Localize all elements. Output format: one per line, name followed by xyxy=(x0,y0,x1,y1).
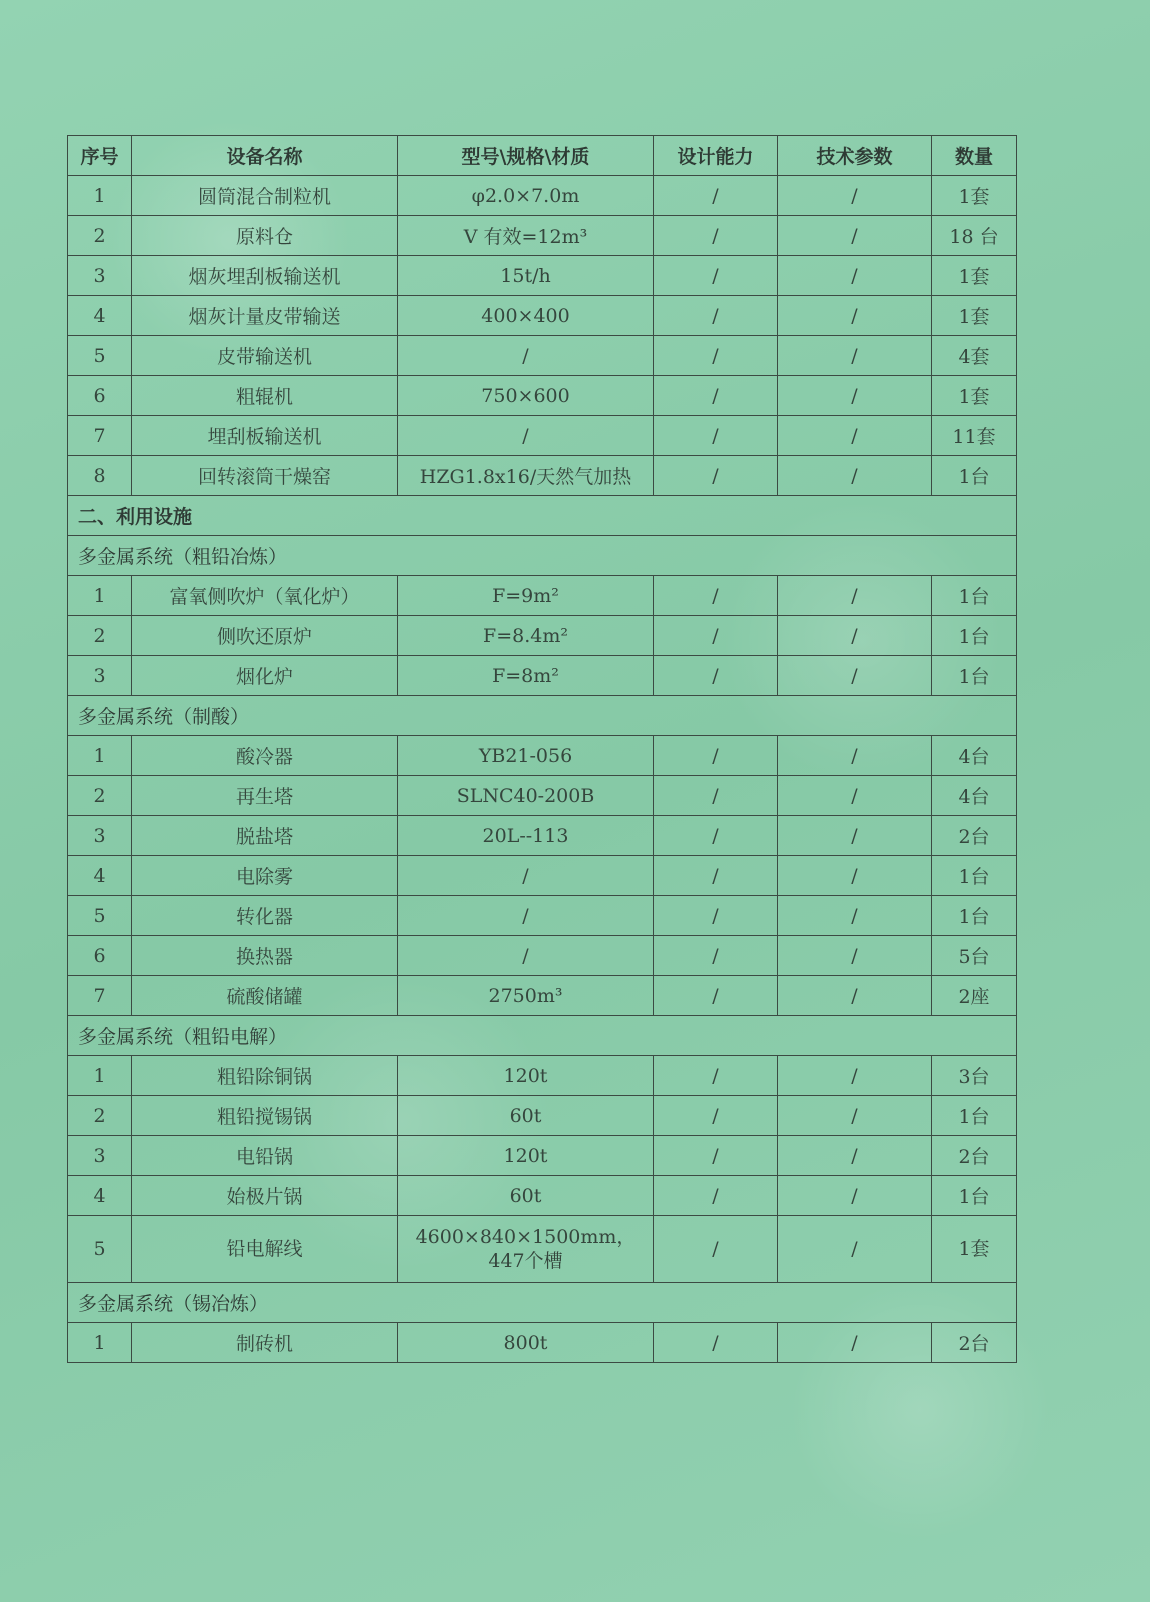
cell-name: 侧吹还原炉 xyxy=(132,616,398,656)
table-row xyxy=(68,896,1017,936)
cell-name: 始极片锅 xyxy=(132,1176,398,1216)
cell-capacity: / xyxy=(654,776,778,816)
table-row xyxy=(68,936,1017,976)
cell-name: 皮带输送机 xyxy=(132,336,398,376)
table-row xyxy=(68,336,1017,376)
cell-params: / xyxy=(778,976,932,1016)
cell-spec: 60t xyxy=(398,1176,654,1216)
cell-no: 7 xyxy=(68,976,132,1016)
cell-name: 粗铅搅锡锅 xyxy=(132,1096,398,1136)
cell-qty: 1套 xyxy=(932,256,1017,296)
cell-params: / xyxy=(778,1056,932,1096)
cell-params: / xyxy=(778,656,932,696)
cell-spec: 750×600 xyxy=(398,376,654,416)
cell-no: 3 xyxy=(68,1136,132,1176)
cell-qty: 2台 xyxy=(932,1136,1017,1176)
cell-spec: F=8m² xyxy=(398,656,654,696)
section-row xyxy=(68,496,1017,536)
cell-qty: 1台 xyxy=(932,896,1017,936)
cell-params: / xyxy=(778,856,932,896)
cell-capacity: / xyxy=(654,816,778,856)
cell-capacity: / xyxy=(654,1056,778,1096)
table-row xyxy=(68,976,1017,1016)
cell-params: / xyxy=(778,1136,932,1176)
cell-params: / xyxy=(778,1216,932,1283)
cell-capacity: / xyxy=(654,416,778,456)
table-row xyxy=(68,776,1017,816)
cell-qty: 18 台 xyxy=(932,216,1017,256)
cell-qty: 1台 xyxy=(932,856,1017,896)
cell-spec: 60t xyxy=(398,1096,654,1136)
table-row xyxy=(68,176,1017,216)
cell-qty: 2台 xyxy=(932,1323,1017,1363)
section-heading: 二、利用设施 xyxy=(68,496,1017,536)
cell-qty: 2座 xyxy=(932,976,1017,1016)
cell-capacity: / xyxy=(654,376,778,416)
cell-qty: 4台 xyxy=(932,736,1017,776)
table-row xyxy=(68,296,1017,336)
cell-spec: 2750m³ xyxy=(398,976,654,1016)
cell-params: / xyxy=(778,736,932,776)
section-row xyxy=(68,536,1017,576)
cell-no: 2 xyxy=(68,776,132,816)
cell-no: 1 xyxy=(68,736,132,776)
table-row xyxy=(68,456,1017,496)
cell-params: / xyxy=(778,936,932,976)
cell-no: 1 xyxy=(68,1056,132,1096)
cell-no: 6 xyxy=(68,936,132,976)
cell-name: 埋刮板输送机 xyxy=(132,416,398,456)
table-row xyxy=(68,1323,1017,1363)
cell-name: 电除雾 xyxy=(132,856,398,896)
section-row xyxy=(68,696,1017,736)
cell-params: / xyxy=(778,256,932,296)
cell-qty: 1台 xyxy=(932,456,1017,496)
cell-qty: 1套 xyxy=(932,176,1017,216)
cell-name: 换热器 xyxy=(132,936,398,976)
cell-capacity: / xyxy=(654,896,778,936)
cell-no: 6 xyxy=(68,376,132,416)
table-row xyxy=(68,1096,1017,1136)
table-row xyxy=(68,736,1017,776)
cell-capacity: / xyxy=(654,256,778,296)
cell-capacity: / xyxy=(654,336,778,376)
cell-spec: YB21-056 xyxy=(398,736,654,776)
cell-name: 脱盐塔 xyxy=(132,816,398,856)
cell-spec: / xyxy=(398,896,654,936)
cell-params: / xyxy=(778,216,932,256)
cell-spec: 4600×840×1500mm，447个槽 xyxy=(398,1216,654,1283)
cell-qty: 4套 xyxy=(932,336,1017,376)
cell-no: 1 xyxy=(68,576,132,616)
cell-no: 3 xyxy=(68,816,132,856)
cell-no: 5 xyxy=(68,336,132,376)
table-row xyxy=(68,1136,1017,1176)
cell-capacity: / xyxy=(654,1323,778,1363)
cell-params: / xyxy=(778,336,932,376)
cell-capacity: / xyxy=(654,656,778,696)
cell-qty: 1台 xyxy=(932,576,1017,616)
table-row xyxy=(68,416,1017,456)
cell-capacity: / xyxy=(654,736,778,776)
cell-qty: 1套 xyxy=(932,1216,1017,1283)
cell-qty: 4台 xyxy=(932,776,1017,816)
cell-spec: / xyxy=(398,936,654,976)
section-row xyxy=(68,1016,1017,1056)
table-row xyxy=(68,616,1017,656)
cell-no: 2 xyxy=(68,216,132,256)
header-name: 设备名称 xyxy=(132,136,398,176)
cell-no: 2 xyxy=(68,616,132,656)
header-spec: 型号\规格\材质 xyxy=(398,136,654,176)
cell-params: / xyxy=(778,1323,932,1363)
cell-qty: 11套 xyxy=(932,416,1017,456)
table-row xyxy=(68,1216,1017,1283)
cell-no: 4 xyxy=(68,1176,132,1216)
table-body xyxy=(68,176,1017,1363)
cell-spec: V 有效=12m³ xyxy=(398,216,654,256)
section-heading: 多金属系统（粗铅电解） xyxy=(68,1016,1017,1056)
cell-capacity: / xyxy=(654,936,778,976)
cell-name: 烟灰计量皮带输送 xyxy=(132,296,398,336)
cell-qty: 1台 xyxy=(932,616,1017,656)
equipment-table xyxy=(67,135,1017,1363)
table-row xyxy=(68,816,1017,856)
cell-name: 再生塔 xyxy=(132,776,398,816)
table-header-row xyxy=(68,136,1017,176)
cell-params: / xyxy=(778,176,932,216)
table-row xyxy=(68,1056,1017,1096)
cell-params: / xyxy=(778,376,932,416)
cell-no: 3 xyxy=(68,656,132,696)
cell-name: 圆筒混合制粒机 xyxy=(132,176,398,216)
table-row xyxy=(68,1176,1017,1216)
cell-qty: 1套 xyxy=(932,376,1017,416)
cell-qty: 1台 xyxy=(932,656,1017,696)
table-row xyxy=(68,256,1017,296)
section-heading: 多金属系统（粗铅冶炼） xyxy=(68,536,1017,576)
cell-spec: 20L--113 xyxy=(398,816,654,856)
table-row xyxy=(68,656,1017,696)
cell-capacity: / xyxy=(654,1216,778,1283)
cell-capacity: / xyxy=(654,456,778,496)
cell-spec: / xyxy=(398,856,654,896)
cell-name: 转化器 xyxy=(132,896,398,936)
table-row xyxy=(68,376,1017,416)
cell-no: 4 xyxy=(68,296,132,336)
cell-capacity: / xyxy=(654,176,778,216)
table-row xyxy=(68,856,1017,896)
cell-capacity: / xyxy=(654,1096,778,1136)
cell-spec: F=8.4m² xyxy=(398,616,654,656)
cell-no: 4 xyxy=(68,856,132,896)
cell-params: / xyxy=(778,1176,932,1216)
header-no: 序号 xyxy=(68,136,132,176)
cell-params: / xyxy=(778,1096,932,1136)
cell-spec: F=9m² xyxy=(398,576,654,616)
cell-name: 烟化炉 xyxy=(132,656,398,696)
cell-params: / xyxy=(778,816,932,856)
cell-name: 富氧侧吹炉（氧化炉） xyxy=(132,576,398,616)
cell-spec: / xyxy=(398,416,654,456)
cell-capacity: / xyxy=(654,1176,778,1216)
cell-name: 酸冷器 xyxy=(132,736,398,776)
cell-no: 3 xyxy=(68,256,132,296)
cell-qty: 1台 xyxy=(932,1176,1017,1216)
cell-spec: HZG1.8x16/天然气加热 xyxy=(398,456,654,496)
cell-qty: 5台 xyxy=(932,936,1017,976)
cell-qty: 1台 xyxy=(932,1096,1017,1136)
cell-no: 5 xyxy=(68,896,132,936)
cell-params: / xyxy=(778,416,932,456)
cell-params: / xyxy=(778,456,932,496)
cell-spec: 120t xyxy=(398,1136,654,1176)
cell-capacity: / xyxy=(654,976,778,1016)
cell-name: 电铅锅 xyxy=(132,1136,398,1176)
cell-params: / xyxy=(778,616,932,656)
cell-capacity: / xyxy=(654,616,778,656)
cell-name: 回转滚筒干燥窑 xyxy=(132,456,398,496)
cell-spec: 120t xyxy=(398,1056,654,1096)
cell-name: 粗铅除铜锅 xyxy=(132,1056,398,1096)
cell-no: 7 xyxy=(68,416,132,456)
cell-capacity: / xyxy=(654,216,778,256)
cell-spec: φ2.0×7.0m xyxy=(398,176,654,216)
cell-name: 烟灰埋刮板输送机 xyxy=(132,256,398,296)
cell-capacity: / xyxy=(654,576,778,616)
header-params: 技术参数 xyxy=(778,136,932,176)
cell-params: / xyxy=(778,296,932,336)
header-qty: 数量 xyxy=(932,136,1017,176)
cell-qty: 2台 xyxy=(932,816,1017,856)
cell-spec: SLNC40-200B xyxy=(398,776,654,816)
cell-name: 硫酸储罐 xyxy=(132,976,398,1016)
cell-no: 5 xyxy=(68,1216,132,1283)
cell-params: / xyxy=(778,776,932,816)
cell-qty: 3台 xyxy=(932,1056,1017,1096)
cell-name: 原料仓 xyxy=(132,216,398,256)
cell-capacity: / xyxy=(654,296,778,336)
header-capacity: 设计能力 xyxy=(654,136,778,176)
cell-no: 8 xyxy=(68,456,132,496)
cell-spec: 400×400 xyxy=(398,296,654,336)
cell-no: 1 xyxy=(68,176,132,216)
cell-spec: 800t xyxy=(398,1323,654,1363)
cell-spec: / xyxy=(398,336,654,376)
cell-params: / xyxy=(778,576,932,616)
cell-capacity: / xyxy=(654,1136,778,1176)
cell-name: 粗辊机 xyxy=(132,376,398,416)
section-heading: 多金属系统（锡冶炼） xyxy=(68,1283,1017,1323)
cell-no: 2 xyxy=(68,1096,132,1136)
cell-params: / xyxy=(778,896,932,936)
cell-capacity: / xyxy=(654,856,778,896)
cell-qty: 1套 xyxy=(932,296,1017,336)
cell-name: 制砖机 xyxy=(132,1323,398,1363)
table-row xyxy=(68,576,1017,616)
cell-spec: 15t/h xyxy=(398,256,654,296)
equipment-table-sheet xyxy=(67,135,1016,1363)
section-heading: 多金属系统（制酸） xyxy=(68,696,1017,736)
section-row xyxy=(68,1283,1017,1323)
cell-no: 1 xyxy=(68,1323,132,1363)
cell-name: 铅电解线 xyxy=(132,1216,398,1283)
table-row xyxy=(68,216,1017,256)
